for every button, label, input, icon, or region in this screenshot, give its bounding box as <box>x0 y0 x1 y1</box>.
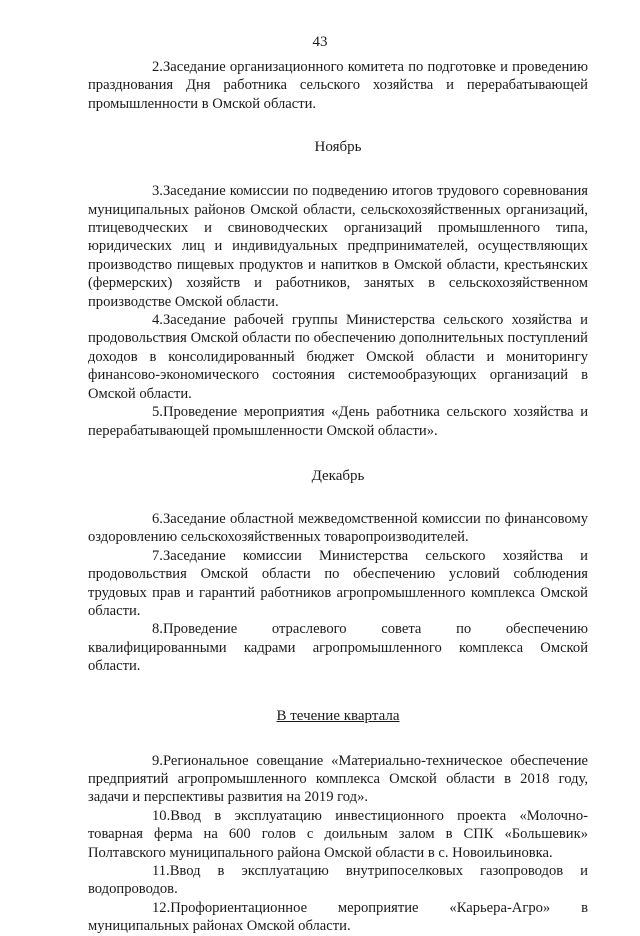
list-item <box>88 182 588 311</box>
list-item <box>88 510 588 547</box>
item-text: Профориентационное мероприятие «Карьера-Агро» в муниципальных районах Омской области. <box>88 899 588 935</box>
item-number: 5. <box>152 404 163 421</box>
item-number: 3. <box>152 183 163 200</box>
list-item <box>88 311 588 403</box>
item-text: Заседание рабочей группы Министерства сельского хозяйства и продовольствия Омской области по обеспечению дополнительных поступлений доходов в консолидированный бюджет Омской области и мониторингу финансово-экономического состояния системообразующих организаций в Омской области. <box>88 312 588 402</box>
item-text: Региональное совещание «Материально-техническое обеспечение предприятий агропромышленного комплекса Омской области в 2018 году, задачи и перспективы развития на 2019 год». <box>88 752 588 806</box>
item-text: Заседание комиссии Министерства сельского хозяйства и продовольствия Омской области по обеспечению условий соблюдения трудовых прав и гарантий работников агропромышленного комплекса Омской области. <box>88 547 588 619</box>
item-number: 10. <box>152 807 171 824</box>
section-heading-december: Декабрь <box>311 467 365 484</box>
item-text: Проведение отраслевого совета по обеспечению квалифицированными кадрами агропромышленного комплекса Омской области. <box>88 621 588 675</box>
item-number: 4. <box>152 312 163 329</box>
item-text: Проведение мероприятия «День работника сельского хозяйства и перерабатывающей промышленности Омской области». <box>88 404 588 439</box>
section-heading-november: Ноябрь <box>314 139 362 156</box>
page-number: 43 <box>312 34 328 50</box>
item-number: 6. <box>152 510 163 527</box>
list-item <box>88 620 588 675</box>
section-heading-quarter: В течение квартала <box>276 707 400 724</box>
list-item <box>88 899 588 936</box>
item-text: Ввод в эксплуатацию инвестиционного проекта «Молочно-товарная ферма на 600 голов с доильным залом в СПК «Большевик» Полтавского муниципального района Омской области в с. Новоильиновка. <box>88 807 588 861</box>
list-item <box>88 752 588 807</box>
document-content <box>88 58 588 936</box>
list-item <box>88 403 588 440</box>
item-text: Заседание комиссии по подведению итогов трудового соревнования муниципальных районов Омской области, сельскохозяйственных организаций, птицеводческих и свиноводческих организаций промышленного типа, юридических лиц и индивидуальных предпринимателей, осуществляющих производство пищевых продуктов и напитков в Омской области, крестьянских (фермерских) хозяйств и работников, занятых в сельскохозяйственном производстве Омской области. <box>88 183 588 310</box>
list-item <box>88 862 588 899</box>
item-text: Заседание областной межведомственной комиссии по финансовому оздоровлению сельскохозяйственных товаропроизводителей. <box>88 510 588 546</box>
item-number: 2. <box>152 59 163 75</box>
item-text: Заседание организационного комитета по подготовке и проведению празднования Дня работника сельского хозяйства и перерабатывающей промышленности в Омской области. <box>88 59 588 112</box>
item-number: 8. <box>152 621 163 638</box>
list-item <box>88 807 588 862</box>
list-item <box>88 547 588 621</box>
item-number: 7. <box>152 547 163 564</box>
item-number: 11. <box>152 863 170 879</box>
item-text: Ввод в эксплуатацию внутрипоселковых газопроводов и водопроводов. <box>88 863 588 898</box>
list-item <box>88 58 588 113</box>
item-number: 9. <box>152 752 163 769</box>
item-number: 12. <box>152 899 171 916</box>
